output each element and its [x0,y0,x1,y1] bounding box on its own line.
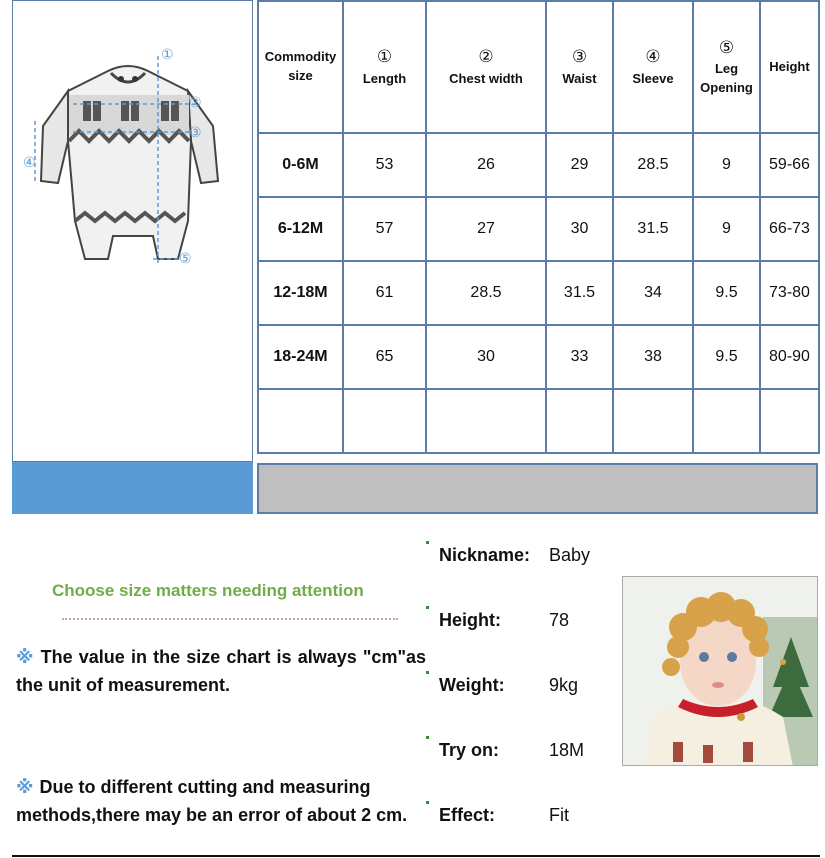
bottom-border-line [12,855,820,857]
table-cell: 27 [426,197,546,261]
table-cell: 30 [546,197,613,261]
height-label: Height: [439,610,501,630]
table-cell [693,389,760,453]
marker-3: ③ [189,125,202,141]
table-cell: 31.5 [613,197,693,261]
size-cell: 6-12M [258,197,343,261]
table-footer-bar [257,463,818,514]
table-cell: 73-80 [760,261,819,325]
tryon-value: 18M [549,740,585,760]
dotted-divider [62,618,398,620]
height-value: 78 [549,610,570,630]
reference-mark-icon: ※ [16,647,35,667]
size-chart-table [257,0,820,454]
tick-mark [426,671,429,674]
garment-diagram-panel [12,0,253,462]
table-cell [760,389,819,453]
table-cell: 80-90 [760,325,819,389]
header-waist: ③ Waist [546,1,613,133]
table-row [258,325,819,389]
table-cell: 9.5 [693,325,760,389]
table-cell: 33 [546,325,613,389]
tick-mark [426,801,429,804]
effect-value: Fit [549,805,569,825]
table-header-row [258,1,819,133]
romper-measurement-diagram [13,31,254,331]
size-cell: 0-6M [258,133,343,197]
table-cell [613,389,693,453]
table-cell: 31.5 [546,261,613,325]
table-cell: 66-73 [760,197,819,261]
table-row [258,133,819,197]
tick-mark [426,541,429,544]
table-cell: 65 [343,325,426,389]
baby-illustration [623,577,818,766]
header-sleeve: ④ Sleeve [613,1,693,133]
table-row-empty [258,389,819,453]
table-cell [258,389,343,453]
marker-2: ② [189,95,202,111]
table-cell: 28.5 [426,261,546,325]
table-cell [426,389,546,453]
table-cell [546,389,613,453]
table-cell: 53 [343,133,426,197]
weight-label: Weight: [439,675,505,695]
header-leg-opening: ⑤ Leg Opening [693,1,760,133]
note-measurement-error: ※ Due to different cutting and measuring methods,there may be an error of about 2 cm. [16,777,408,825]
nickname-label: Nickname: [439,545,531,565]
table-cell: 38 [613,325,693,389]
left-color-bar [12,462,253,514]
header-length: ① Length [343,1,426,133]
table-cell: 59-66 [760,133,819,197]
marker-5: ⑤ [179,251,192,267]
size-cell: 18-24M [258,325,343,389]
table-cell: 9 [693,197,760,261]
nickname-value: Baby [549,545,591,565]
attention-heading: Choose size matters needing attention [52,581,364,600]
header-chest-width: ② Chest width [426,1,546,133]
table-cell: 26 [426,133,546,197]
size-cell: 12-18M [258,261,343,325]
header-commodity-size: Commodity size [258,1,343,133]
table-cell: 9 [693,133,760,197]
table-cell: 28.5 [613,133,693,197]
table-cell: 29 [546,133,613,197]
reference-mark-icon: ※ [16,777,34,797]
table-cell [343,389,426,453]
note-measurement-unit: ※ The value in the size chart is always "cm"as the unit of measurement. [16,647,426,695]
tryon-label: Try on: [439,740,500,760]
weight-value: 9kg [549,675,579,695]
table-cell: 9.5 [693,261,760,325]
baby-model-photo [622,576,818,766]
marker-4: ④ [23,155,36,171]
header-height: Height [760,1,819,133]
table-cell: 34 [613,261,693,325]
table-cell: 61 [343,261,426,325]
table-row [258,197,819,261]
table-cell: 30 [426,325,546,389]
tick-mark [426,606,429,609]
table-cell: 57 [343,197,426,261]
effect-label: Effect: [439,805,496,825]
table-row [258,261,819,325]
tick-mark [426,736,429,739]
marker-1: ① [161,47,174,63]
